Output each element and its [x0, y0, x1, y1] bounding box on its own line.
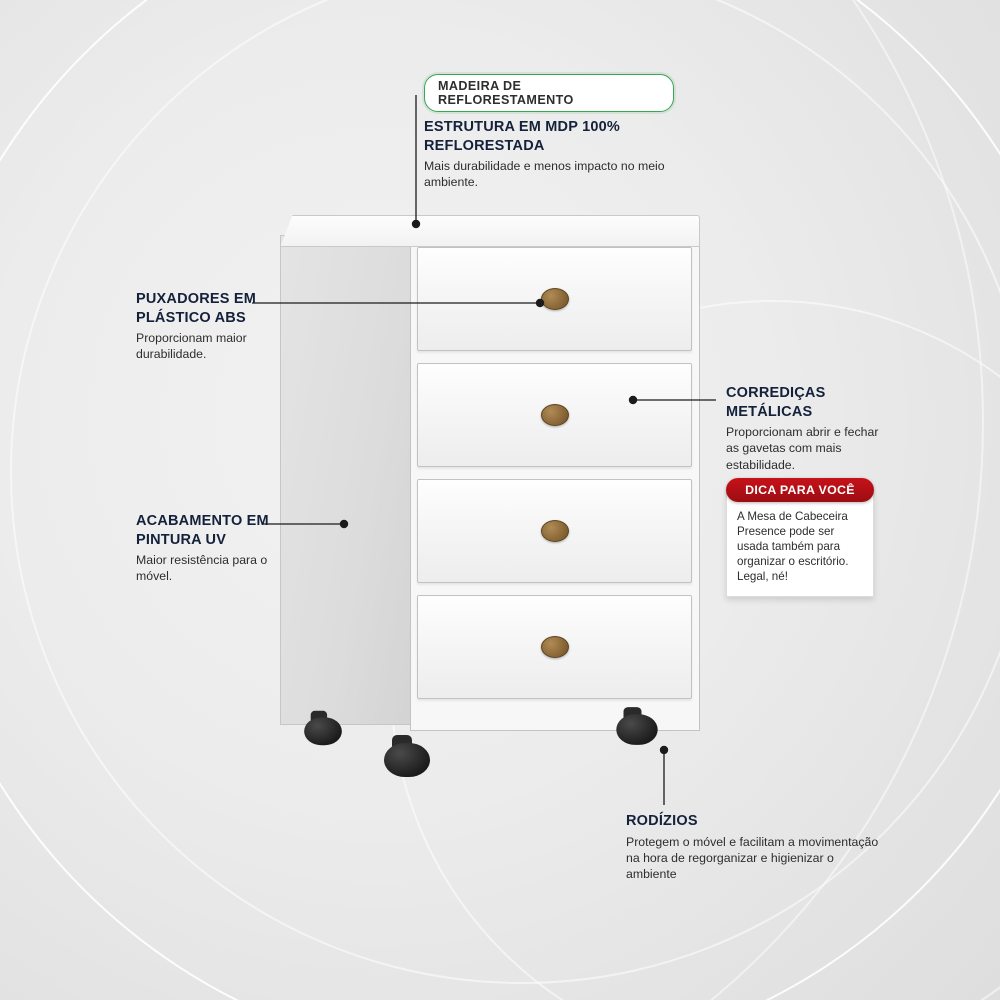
callout-title: ACABAMENTO EM PINTURA UV — [136, 513, 269, 548]
callout-acabamento — [136, 512, 276, 585]
callout-body: Maior resistência para o móvel. — [136, 553, 268, 584]
callout-title: CORREDIÇAS METÁLICAS — [726, 385, 826, 420]
product-illustration — [280, 215, 700, 785]
callout-puxadores — [136, 290, 266, 363]
drawer-knob-icon — [541, 520, 569, 542]
drawer-knob-icon — [541, 288, 569, 310]
caster-wheel-icon — [301, 711, 345, 745]
badge-madeira-reflorestamento: MADEIRA DE REFLORESTAMENTO — [424, 74, 674, 112]
callout-body: Proporcionam abrir e fechar as gavetas com mais estabilidade. — [726, 425, 879, 472]
caster-wheel — [304, 717, 342, 745]
callout-title: RODÍZIOS — [626, 813, 698, 829]
callout-estrutura-mdp — [424, 74, 674, 191]
tip-header: DICA PARA VOCÊ — [726, 478, 874, 502]
caster-wheel — [384, 743, 430, 777]
tip-body: A Mesa de Cabeceira Presence pode ser usada também para organizar o escritório. Legal, né! — [726, 493, 874, 597]
drawer-knob-icon — [541, 404, 569, 426]
caster-wheel-icon — [380, 735, 434, 777]
callout-title: ESTRUTURA EM MDP 100% REFLORESTADA — [424, 119, 620, 154]
callout-title: PUXADORES EM PLÁSTICO ABS — [136, 291, 257, 326]
drawer-1 — [417, 247, 692, 351]
caster-wheel — [616, 714, 657, 745]
cabinet-side-panel — [280, 235, 416, 725]
callout-body: Protegem o móvel e facilitam a movimentação na hora de regorganizar e higienizar o ambiente — [626, 834, 879, 881]
drawer-3 — [417, 479, 692, 583]
tip-box — [726, 478, 874, 597]
callout-body: Proporcionam maior durabilidade. — [136, 331, 247, 362]
callout-body: Mais durabilidade e menos impacto no meio ambiente. — [424, 159, 665, 190]
callout-corredicas — [726, 384, 886, 473]
callout-rodizios — [626, 812, 881, 882]
drawer-4 — [417, 595, 692, 699]
drawer-2 — [417, 363, 692, 467]
caster-wheel-icon — [613, 707, 662, 745]
cabinet-top-panel — [280, 215, 700, 247]
drawer-knob-icon — [541, 636, 569, 658]
